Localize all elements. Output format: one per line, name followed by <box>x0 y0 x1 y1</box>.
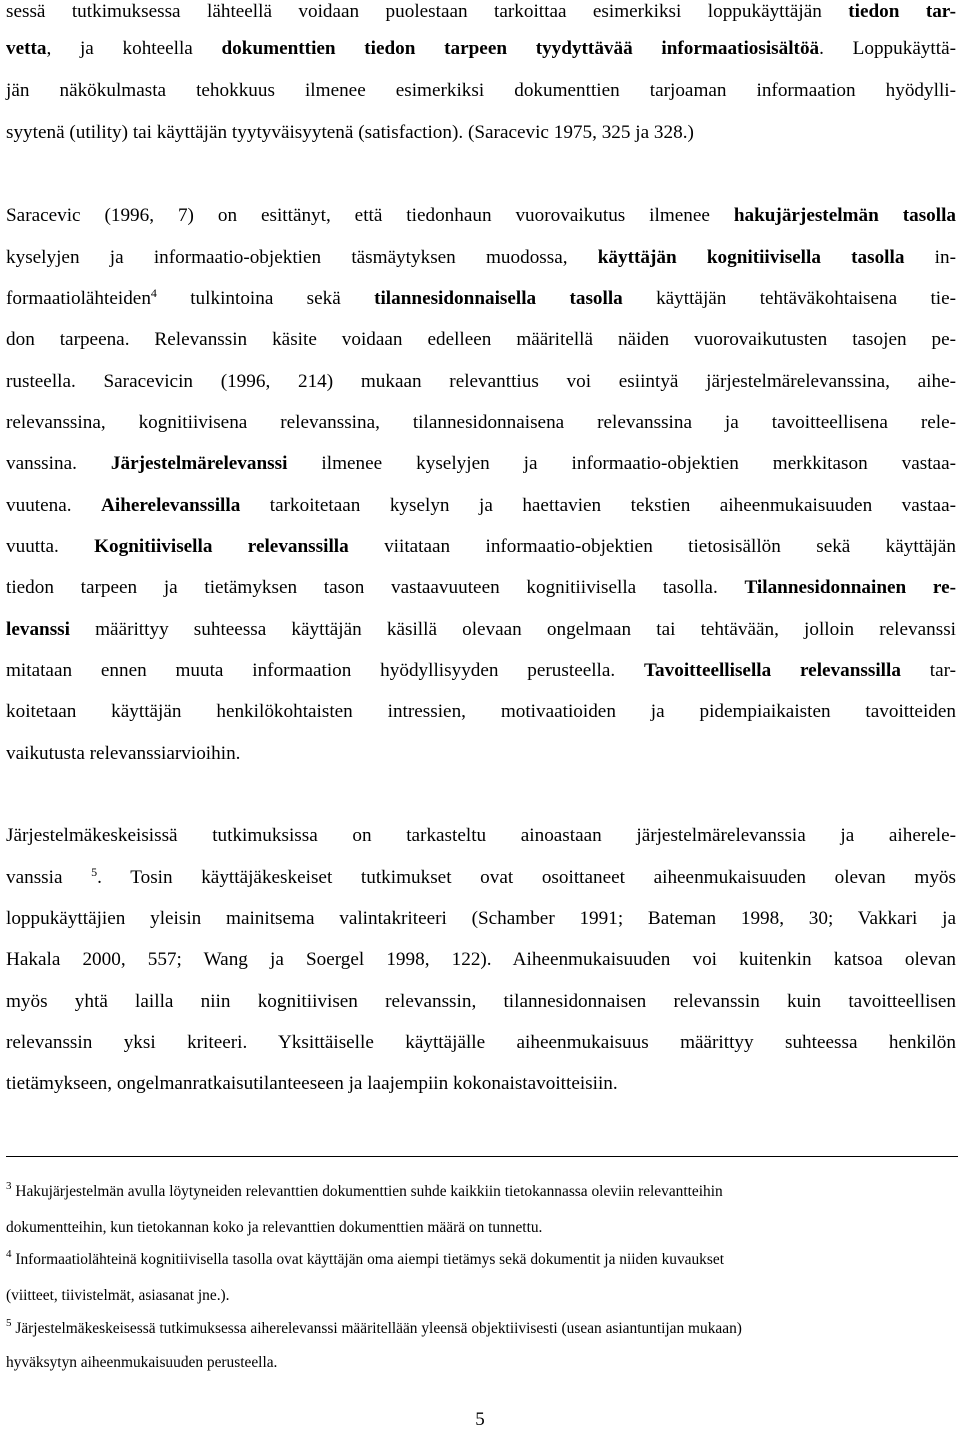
paragraph-3-line-3: loppukäyttäjien yleisin mainitsema valintakriteeri (Schamber 1991; Bateman 1998, 30; Vakkari ja <box>6 908 956 929</box>
footnote-4-number: 4 <box>6 1248 12 1260</box>
paragraph-2-line-8: vuutena. Aiherelevanssilla tarkoitetaan kyselyn ja haettavien tekstien aiheenmukaisuuden vastaa- <box>6 495 956 516</box>
paragraph-2-line-7: vanssina. Järjestelmärelevanssi ilmenee kyselyjen ja informaatio-objektien merkkitason vastaa- <box>6 453 956 474</box>
footnote-5-line-2: hyväksytyn aiheenmukaisuuden perusteella. <box>6 1354 278 1371</box>
paragraph-1-line-4: syytenä (utility) tai käyttäjän tyytyväisyytenä (satisfaction). (Saracevic 1975, 325 ja 328.) <box>6 122 694 143</box>
paragraph-2-line-9: vuutta. Kognitiivisella relevanssilla viitataan informaatio-objektien tietosisällön sekä käyttäjän <box>6 536 956 557</box>
paragraph-2-line-2: kyselyjen ja informaatio-objektien täsmäytyksen muodossa, käyttäjän kognitiivisella tasolla in- <box>6 247 956 268</box>
paragraph-1-line-3: jän näkökulmasta tehokkuus ilmenee esimerkiksi dokumenttien tarjoaman informaation hyödylli- <box>6 80 956 101</box>
page-number: 5 <box>475 1409 485 1430</box>
paragraph-3-line-6: relevanssin yksi kriteeri. Yksittäiselle käyttäjälle aiheenmukaisuus määrittyy suhteessa henkilön <box>6 1032 956 1053</box>
paragraph-2-line-14: vaikutusta relevanssiarvioihin. <box>6 743 241 764</box>
paragraph-3-line-4: Hakala 2000, 557; Wang ja Soergel 1998, 122). Aiheenmukaisuuden voi kuitenkin katsoa olevan <box>6 949 956 970</box>
paragraph-1-line-1: sessä tutkimuksessa lähteellä voidaan puolestaan tarkoittaa esimerkiksi loppukäyttäjän tiedon tar- <box>6 1 957 22</box>
paragraph-2-line-5: rusteella. Saracevicin (1996, 214) mukaan relevanttius voi esiintyä järjestelmärelevanssina, aihe- <box>6 371 956 392</box>
paragraph-2-line-11: levanssi määrittyy suhteessa käyttäjän käsillä olevaan ongelmaan tai tehtävään, jolloin relevanssi <box>6 619 956 640</box>
paragraph-3-line-2: vanssia $^5$. Tosin käyttäjäkeskeiset tutkimukset ovat osoittaneet aiheenmukaisuuden olevan myös <box>6 865 956 888</box>
paragraph-2-line-3: formaatiolähteiden$^4$ tulkintoina sekä tilannesidonnaisella tasolla käyttäjän tehtäväkohtaisena tie- <box>6 286 957 309</box>
footnote-ref-4: 4 <box>150 286 157 300</box>
footnote-5-line-1: $^5$ Järjestelmäkeskeisessä tutkimuksessa aiherelevanssi määritellään yleensä objektiivisesti (usean asiantuntijan mukaan) <box>6 1317 742 1337</box>
footnote-5-number: 5 <box>6 1317 12 1329</box>
paragraph-2-line-13: koitetaan käyttäjän henkilökohtaisten intressien, motivaatioiden ja pidempiaikaisten tavoitteiden <box>6 701 956 722</box>
paragraph-1-line-2: vetta, ja kohteella dokumenttien tiedon tarpeen tyydyttävää informaatiosisältöä. Loppukäyttä- <box>6 38 956 59</box>
footnote-3-line-2: dokumentteihin, kun tietokannan koko ja relevanttien dokumenttien määrä on tunnettu. <box>6 1219 543 1236</box>
paragraph-2-line-1: Saracevic (1996, 7) on esittänyt, että tiedonhaun vuorovaikutus ilmenee hakujärjestelmän tasolla <box>6 205 957 226</box>
paragraph-3-line-5: myös yhtä lailla niin kognitiivisen relevanssin, tilannesidonnaisen relevanssin kuin tavoitteellisen <box>6 991 956 1012</box>
footnote-3-number: 3 <box>6 1180 12 1192</box>
paragraph-3-line-1: Järjestelmäkeskeisissä tutkimuksissa on tarkasteltu ainoastaan järjestelmärelevanssia ja aiherele- <box>6 825 956 846</box>
footnote-separator <box>6 1156 958 1157</box>
paragraph-2-line-4: don tarpeena. Relevanssin käsite voidaan edelleen määritellä näiden vuorovaikutusten tasojen pe- <box>6 329 956 350</box>
paragraph-2-line-12: mitataan ennen muuta informaation hyödyllisyyden perusteella. Tavoitteellisella relevanssilla tar- <box>6 660 956 681</box>
paragraph-2-line-6: relevanssina, kognitiivisena relevanssina, tilannesidonnaisena relevanssina ja tavoitteellisena rele- <box>6 412 956 433</box>
footnote-4-line-1: $^4$ Informaatiolähteinä kognitiivisella tasolla ovat käyttäjän oma aiempi tietämys sekä dokumentit ja niiden kuvaukset <box>6 1248 724 1268</box>
footnote-ref-5: 5 <box>91 865 98 879</box>
paragraph-3-line-7: tietämykseen, ongelmanratkaisutilanteeseen ja laajempiin kokonaistavoitteisiin. <box>6 1073 618 1094</box>
footnote-3-line-1: $^3$ Hakujärjestelmän avulla löytyneiden relevanttien dokumenttien suhde kaikkiin tietokannassa oleviin relevantteihin <box>6 1180 723 1200</box>
paragraph-2-line-10: tiedon tarpeen ja tietämyksen tason vastaavuuteen kognitiivisella tasolla. Tilannesidonnainen re- <box>6 577 956 598</box>
footnote-4-line-2: (viitteet, tiivistelmät, asiasanat jne.). <box>6 1287 230 1304</box>
